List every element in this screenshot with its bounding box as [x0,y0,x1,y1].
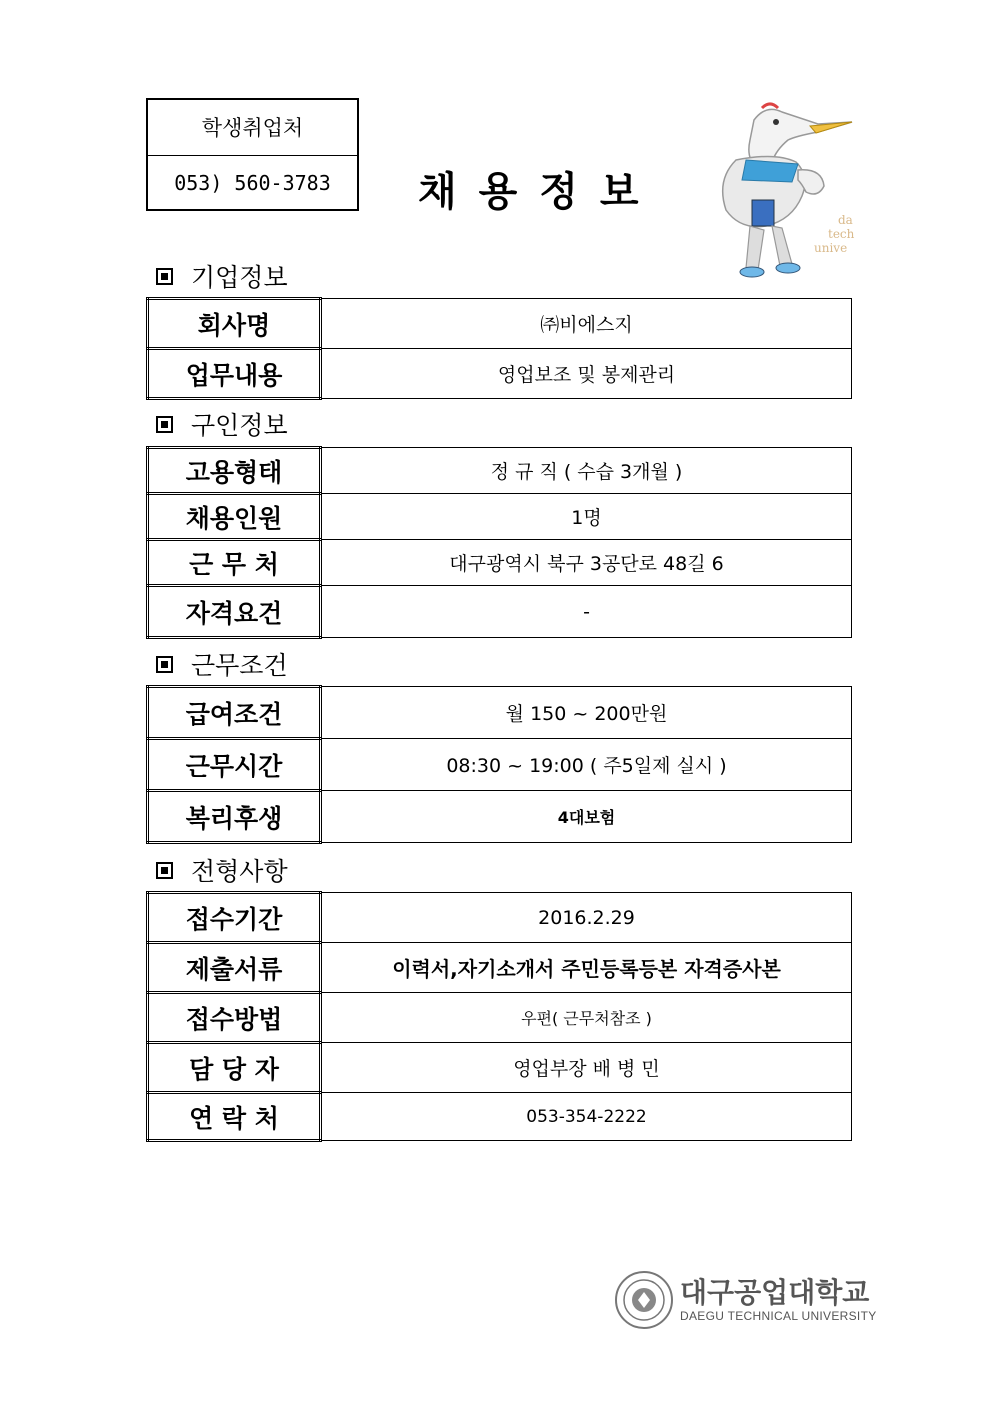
section-title: 근무조건 [191,651,288,680]
row-value: 1명 [321,494,852,540]
row-value: 이력서,자기소개서 주민등록등본 자격증사본 [321,943,852,993]
row-label: 급여조건 [148,687,321,739]
table-row [148,586,852,638]
row-label: 자격요건 [148,586,321,638]
table-row [148,739,852,791]
university-seal-icon [614,1270,674,1330]
table-row [148,540,852,586]
row-label: 연 락 처 [148,1093,321,1141]
table-row [148,687,852,739]
table-row [148,1093,852,1141]
contact-label: 학생취업처 [148,100,357,156]
page-title: 채용정보 [418,169,661,215]
section-title: 전형사항 [191,857,288,886]
row-value: ㈜비에스지 [321,299,852,349]
table-row [148,1043,852,1093]
row-value: 08:30 ~ 19:00 ( 주5일제 실시 ) [321,739,852,791]
university-name-en: DAEGU TECHNICAL UNIVERSITY [680,1309,877,1323]
row-value: 대구광역시 북구 3공단로 48길 6 [321,540,852,586]
contact-box [146,98,359,211]
row-value: 2016.2.29 [321,893,852,943]
section-heading-conditions [156,646,288,682]
mascot-image [706,100,856,290]
row-value: 4대보험 [321,791,852,843]
mascot-text-1: da [838,213,853,227]
square-bullet-icon [156,862,173,879]
square-bullet-icon [156,268,173,285]
row-label: 근무시간 [148,739,321,791]
contact-phone: 053) 560-3783 [174,170,331,195]
table-row [148,448,852,494]
company-table [146,297,852,400]
table-row [148,993,852,1043]
row-label: 복리후생 [148,791,321,843]
university-logo [614,1270,877,1330]
mascot-text-2: tech [828,227,855,241]
row-label: 근 무 처 [148,540,321,586]
selection-table [146,891,852,1142]
table-row [148,791,852,843]
row-value: 정 규 직 ( 수습 3개월 ) [321,448,852,494]
table-row [148,893,852,943]
table-row [148,349,852,399]
mascot-text-3: unive [814,241,848,255]
row-value: 우편( 근무처참조 ) [321,993,852,1043]
row-value: 영업보조 및 봉제관리 [321,349,852,399]
square-bullet-icon [156,656,173,673]
table-row [148,494,852,540]
row-label: 회사명 [148,299,321,349]
square-bullet-icon [156,416,173,433]
row-label: 채용인원 [148,494,321,540]
row-label: 담 당 자 [148,1043,321,1093]
row-label: 제출서류 [148,943,321,993]
row-label: 접수기간 [148,893,321,943]
section-title: 기업정보 [191,263,288,292]
row-value: 053-354-2222 [321,1093,852,1141]
section-heading-company [156,258,288,294]
section-title: 구인정보 [191,411,288,440]
section-heading-selection [156,852,288,888]
row-value: 월 150 ~ 200만원 [321,687,852,739]
row-label: 업무내용 [148,349,321,399]
job-table [146,446,852,639]
section-heading-job [156,406,288,442]
university-name-ko: 대구공업대학교 [680,1276,870,1309]
row-label: 고용형태 [148,448,321,494]
conditions-table [146,685,852,844]
table-row [148,299,852,349]
table-row [148,943,852,993]
row-label: 접수방법 [148,993,321,1043]
row-value: - [321,586,852,638]
row-value: 영업부장 배 병 민 [321,1043,852,1093]
